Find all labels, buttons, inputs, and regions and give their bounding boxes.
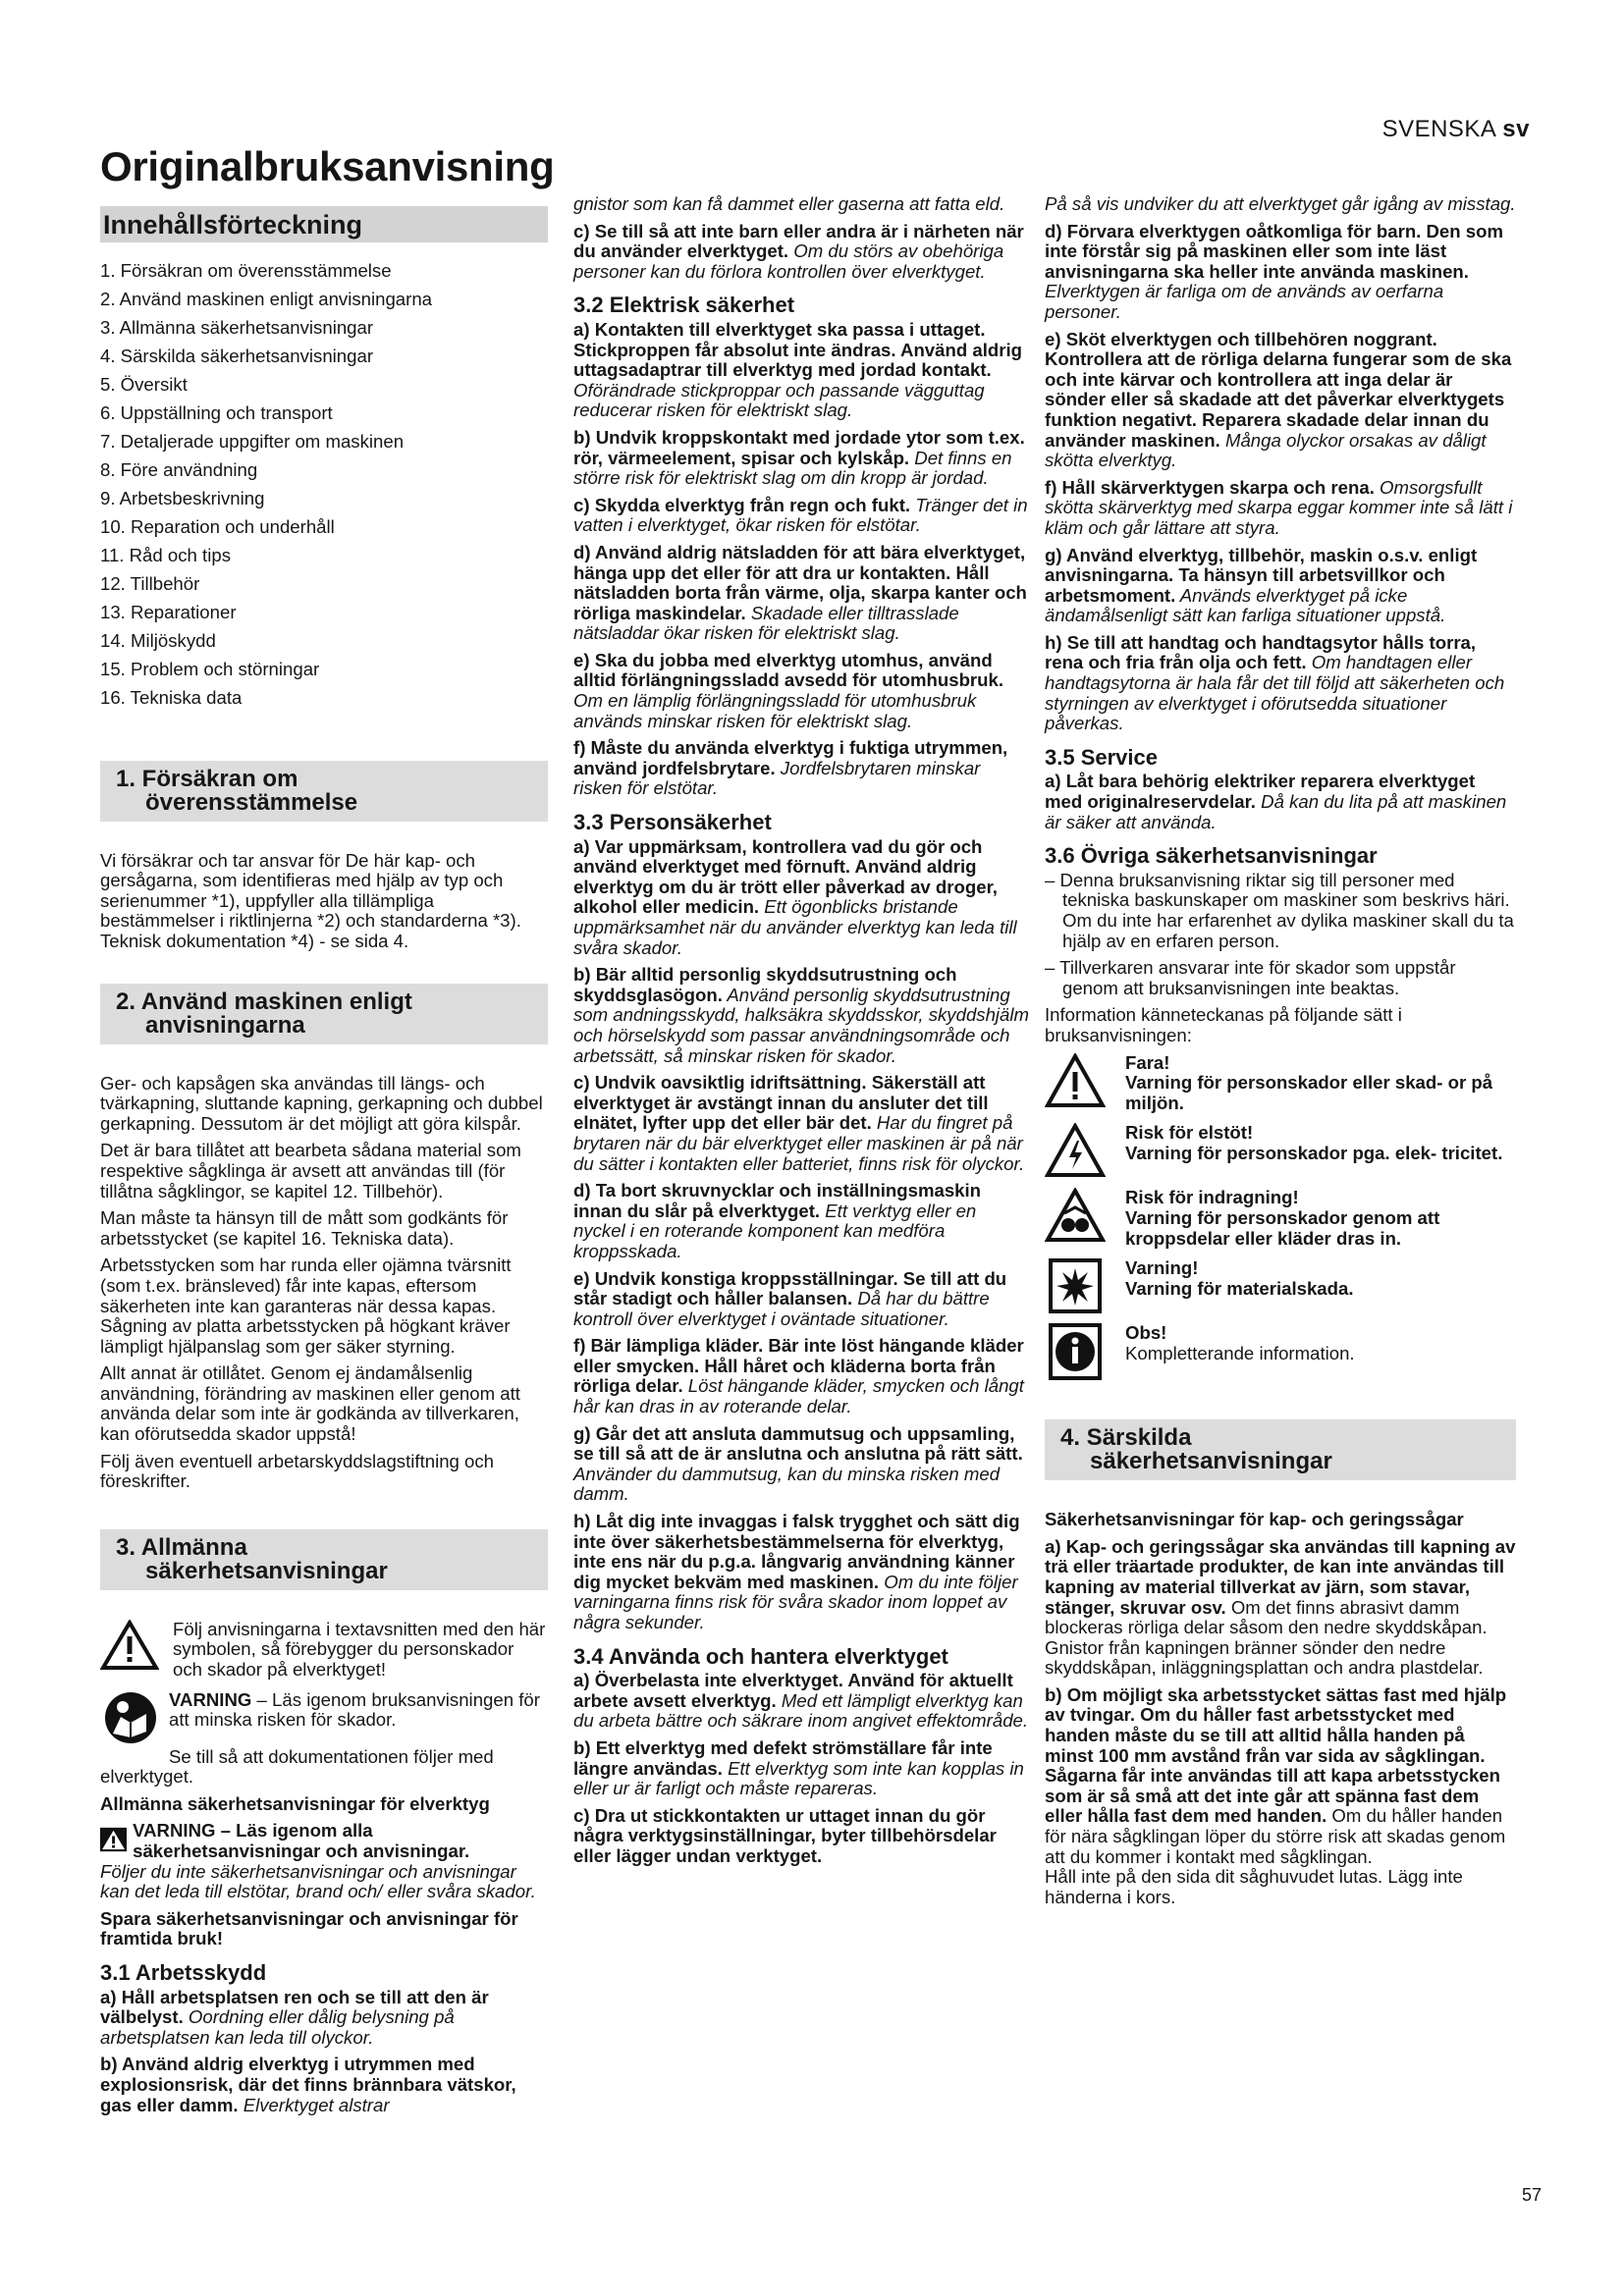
column-right xyxy=(1045,194,1516,1914)
rule-bold: f) Håll skärverktygen skarpa och rena. xyxy=(1045,476,1375,498)
info-icon xyxy=(1045,1323,1106,1380)
read-manual-icon xyxy=(100,1690,161,1745)
toc-item[interactable]: 12. Tillbehör xyxy=(100,572,200,594)
rule-italic: Skadade eller tilltrasslade nätsladdar ökar risken för elektriskt slag. xyxy=(573,602,959,644)
rule-bold: d) Ta bort skruvnycklar och inställningsmaskin innan du slår på elverktyget. xyxy=(573,1180,982,1221)
paragraph xyxy=(573,222,1031,283)
symbol-title: Obs! xyxy=(1125,1322,1167,1344)
rule-bold: a) Kap- och geringssågar ska användas till kapning av trä eller träartade produkter, de kan inte användas till kapning av material tillverkat av järn, som stavar, stänger, skruvar osv. xyxy=(1045,1535,1516,1618)
rule-italic: Med ett lämpligt elverktyg kan du arbeta bättre och säkrare inom angivet effektområde. xyxy=(573,1689,1029,1732)
section-2-title-line2: anvisningarna xyxy=(145,1011,305,1039)
language-code: sv xyxy=(1502,116,1530,142)
toc-item[interactable]: 13. Reparationer xyxy=(100,601,237,622)
symbol-text xyxy=(1125,1258,1354,1299)
warning-row xyxy=(100,1620,548,1681)
paragraph xyxy=(573,1336,1031,1416)
rule-italic: Om en lämplig förlängningssladd för utomhusbruk används minskar risken för elektriskt slag. xyxy=(573,690,977,731)
language-name: SVENSKA xyxy=(1381,116,1496,142)
rule-italic: Omsorgsfullt skötta skärverktyg med skarpa eggar kommer inte så lätt i kläm och går lättare att styra. xyxy=(1045,476,1513,538)
document-title: Originalbruksanvisning xyxy=(100,143,555,189)
symbol-text xyxy=(1125,1053,1516,1114)
rule-italic: Tränger det in vatten i elverktyget, ökar risken för elstötar. xyxy=(573,494,1028,536)
rule-text: Om du håller handen för nära sågklingan löper du större risk att skadas genom att du kommer i kontakt med sågklingan. xyxy=(1045,1805,1506,1867)
dash-item: – Denna bruksanvisning riktar sig till personer med tekniska baskunskaper om maskiner som beskrivs häri. Om du inte har erfarenhet av dylika maskiner skall du ta hjälp av en erfaren person. xyxy=(1045,869,1514,951)
paragraph xyxy=(100,1988,548,2049)
danger-triangle-icon xyxy=(1045,1053,1106,1108)
manual-text xyxy=(169,1690,548,1731)
rule-bold: c) Undvik oavsiktlig idriftsättning. Säkerställ att elverktyget är avstängt innan du ansluter det till elnätet, lyfter upp det eller bär det. xyxy=(573,1072,989,1134)
section-1-text: Vi försäkrar och tar ansvar för De här kap- och gersågarna, som identifieras med hjälp av typ och serienummer *1), uppfyller alla tillämpliga bestämmelser i riktlinjerna *2) och standarderna *3). Teknisk dokumentation *4) - se sida 4. xyxy=(100,849,521,951)
paragraph xyxy=(573,651,1031,731)
paragraph xyxy=(1045,1685,1516,1867)
heading-3-3: 3.3 Personsäkerhet xyxy=(573,810,772,835)
paragraph-italic xyxy=(1045,194,1516,215)
section-4-title-line2: säkerhetsanvisningar xyxy=(1090,1448,1332,1475)
rule-bold: b) Om möjligt ska arbetsstycket sättas fast med hjälp av tvingar. Om du håller fast arbetsstycket med handen måste du se till att alltid hålla handen på minst 100 mm avstånd från var sida av sågklingan. Sågarna får inte användas till att kapa arbetsstycken som är så små att det inte går att spänna fast dem eller hålla fast dem med handen. xyxy=(1045,1683,1507,1827)
rule-bold: b) Ett elverktyg med defekt strömställare får inte längre användas. xyxy=(573,1736,993,1779)
toc-item[interactable]: 6. Uppställning och transport xyxy=(100,401,333,423)
toc-item[interactable]: 10. Reparation och underhåll xyxy=(100,515,335,537)
rule-bold: e) Sköt elverktygen och tillbehören noggrant. Kontrollera att de rörliga delarna fungerar som de ska och inte kärvar och kontrollera att inga delar är sönder eller så skadade att det påverkar elverktygets funktion negativt. Reparera skadade delar innan du använder maskinen. xyxy=(1045,328,1512,451)
section-3-title-line1: 3. Allmänna xyxy=(116,1533,247,1561)
paragraph xyxy=(1045,478,1516,539)
toc-item[interactable]: 7. Detaljerade uppgifter om maskinen xyxy=(100,430,405,452)
toc-item[interactable]: 9. Arbetsbeskrivning xyxy=(100,487,265,508)
paragraph xyxy=(573,1806,1031,1867)
paragraph xyxy=(573,428,1031,489)
section-4-title-line1: 4. Särskilda xyxy=(1060,1424,1192,1452)
paragraph xyxy=(1045,772,1516,832)
rule-italic: Då har du bättre kontroll över elverktyget i oväntade situationer. xyxy=(573,1288,990,1329)
warning-text: Följ anvisningarna i textavsnitten med den här symbolen, så förebygger du personskador och skador på elverktyget! xyxy=(173,1618,546,1681)
rule-bold: g) Använd elverktyg, tillbehör, maskin o.s.v. enligt anvisningarna. Ta hänsyn till arbetsvillkor och arbetsmoment. xyxy=(1045,544,1478,606)
rule-bold: c) Dra ut stickkontakten ur uttaget innan du gör några verktygsinställningar, byter tillbehörsdelar eller lägger undan verktyget. xyxy=(573,1804,997,1866)
dash-item: – Tillverkaren ansvarar inte för skador som uppstår genom att bruksanvisningen inte beaktas. xyxy=(1045,957,1456,998)
symbol-title: Risk för indragning! xyxy=(1125,1187,1299,1208)
warning-filled-icon xyxy=(100,1823,127,1856)
paragraph xyxy=(1045,222,1516,323)
paragraph xyxy=(573,543,1031,644)
symbol-row-electric xyxy=(1045,1123,1516,1178)
rule-italic: Oordning eller dålig belysning på arbetsplatsen kan leda till olyckor. xyxy=(100,2006,455,2048)
heading-3-5: 3.5 Service xyxy=(1045,744,1158,770)
paragraph xyxy=(573,1269,1031,1330)
section-4-subheading: Säkerhetsanvisningar för kap- och geringssågar xyxy=(1045,1509,1464,1530)
rule-bold: g) Går det att ansluta dammutsug och uppsamling, se till så att de är anslutna och anslutna på rätt sätt. xyxy=(573,1422,1023,1465)
table-of-contents xyxy=(100,256,548,712)
warning-row-2 xyxy=(100,1821,548,1861)
section-2-title-line1: 2. Använd maskinen enligt xyxy=(116,988,412,1015)
rule-bold: c) Se till så att inte barn eller andra är i närheten när du använder elverktyget. xyxy=(573,220,1024,262)
rule-italic: Då kan du lita på att maskinen är säker att använda. xyxy=(1045,791,1507,832)
section-2-heading xyxy=(100,984,548,1044)
section-3-title-line2: säkerhetsanvisningar xyxy=(145,1557,388,1584)
paragraph xyxy=(573,965,1031,1066)
toc-item[interactable]: 11. Råd och tips xyxy=(100,544,231,565)
symbol-description: Kompletterande information. xyxy=(1125,1342,1355,1363)
rule-italic: Ett elverktyg som inte kan kopplas in eller ur är farligt och måste repareras. xyxy=(573,1757,1024,1799)
symbol-title: Fara! xyxy=(1125,1051,1170,1073)
paragraph xyxy=(573,496,1031,536)
rule-italic: Elverktygen är farliga om de används av oerfarna personer. xyxy=(1045,281,1444,322)
heading-3-6: 3.6 Övriga säkerhetsanvisningar xyxy=(1045,843,1378,869)
paragraph xyxy=(573,1512,1031,1633)
paragraph: Det är bara tillåtet att bearbeta sådana material som respektive sågklinga är avsett att användas till (för tillåtna sågklingor, se kapitel 12. Tillbehör). xyxy=(100,1140,521,1201)
paragraph xyxy=(573,320,1031,421)
rule-italic: Om du inte följer varningarna finns risk för svåra skador inom loppet av några sekunder. xyxy=(573,1571,1018,1632)
paragraph xyxy=(573,738,1031,799)
rule-italic: Elverktyget alstrar xyxy=(238,2094,390,2115)
manual-warning-text: – Läs igenom bruksanvisningen för att minska risken för skador. xyxy=(169,1688,540,1731)
paragraph: Man måste ta hänsyn till de mått som godkänts för arbetsstycket (se kapitel 16. Tekniska data). xyxy=(100,1207,509,1249)
paragraph xyxy=(100,2055,548,2115)
rule-italic: Löst hängande kläder, smycken och långt hår kan dras in av roterande delar. xyxy=(573,1375,1024,1417)
rule-italic: Används elverktyget på icke ändamålsenligt sätt kan farliga situationer uppstå. xyxy=(1045,584,1446,626)
rule-italic: Har du fingret på brytaren när du bär elverktyget eller maskinen är på när du sätter i kontakten eller batteriet, finns risk för olyckor. xyxy=(573,1112,1025,1174)
rule-bold: b) Undvik kroppskontakt med jordade ytor som t.ex. rör, värmeelement, spisar och kylskåp. xyxy=(573,426,1025,468)
manual-row xyxy=(100,1690,548,1745)
rule-bold: a) Kontakten till elverktyget ska passa i uttaget. Stickproppen får absolut inte ändras. Använd aldrig uttagsadaptrar till elverktyg med jordad kontakt. xyxy=(573,318,1022,381)
paragraph: Allt annat är otillåtet. Genom ej ändamålsenlig användning, förändring av maskinen eller genom att använda delar som inte är godkända av tillverkaren, kan oförutsedda skador uppstå! xyxy=(100,1362,520,1445)
paragraph xyxy=(573,1738,1031,1799)
symbol-description: Varning för materialskada. xyxy=(1125,1277,1354,1299)
symbol-row-entanglement xyxy=(1045,1188,1516,1249)
heading-3-4: 3.4 Använda och hantera elverktyget xyxy=(573,1643,948,1669)
paragraph-italic xyxy=(100,1862,548,1902)
rule-bold: b) Använd aldrig elverktyg i utrymmen med explosionsrisk, där det finns brännbara vätskor, gas eller damm. xyxy=(100,2054,516,2115)
symbol-title: Varning! xyxy=(1125,1257,1199,1279)
rule-bold: a) Håll arbetsplatsen ren och se till att den är välbelyst. xyxy=(100,1986,489,2028)
paragraph: Arbetsstycken som har runda eller ojämna tvärsnitt (som t.ex. bränsleved) får inte kapas, eftersom säkerheten inte kan garanteras när dessa kapas. Sågning av platta arbetsstycken på högkant kräver lämpligt hjälpanslag som ger säker styrning. xyxy=(100,1255,512,1357)
material-damage-icon xyxy=(1045,1258,1106,1313)
rule-italic: Ett verktyg eller en nyckel i en roterande komponent kan medföra kroppsskada. xyxy=(573,1200,977,1261)
symbol-row-danger xyxy=(1045,1053,1516,1114)
rule-bold: a) Överbelasta inte elverktyget. Använd för aktuellt arbete avsett elverktyg. xyxy=(573,1670,1013,1711)
warning-triangle-icon xyxy=(100,1620,159,1671)
page-number: 57 xyxy=(1521,2185,1542,2205)
paragraph xyxy=(573,1181,1031,1261)
entanglement-icon xyxy=(1045,1188,1106,1243)
symbol-row-material xyxy=(1045,1258,1516,1313)
toc-item[interactable]: 8. Före användning xyxy=(100,458,258,480)
toc-heading: Innehållsförteckning xyxy=(100,206,548,242)
continued-text: gnistor som kan få dammet eller gaserna att fatta eld. xyxy=(573,193,1005,214)
symbol-text xyxy=(1125,1188,1516,1249)
paragraph xyxy=(573,837,1031,959)
column-middle xyxy=(573,194,1031,1874)
rule-italic: Många olyckor orsakas av dåligt skötta elverktyg. xyxy=(1045,429,1487,471)
rule-italic: Om handtagen eller handtagsytorna är hala får det till följd att säkerheten och styrningen av elverktyget i oförutsedda situationer påverkas. xyxy=(1045,652,1505,734)
paragraph xyxy=(1045,633,1516,734)
continued-text: På så vis undviker du att elverktyget går igång av misstag. xyxy=(1045,193,1516,214)
electric-shock-icon xyxy=(1045,1123,1106,1178)
section-1-title-line1: 1. Försäkran om xyxy=(116,765,298,792)
rule-bold: h) Låt dig inte invaggas i falsk trygghet och sätt dig inte över säkerhetsbestämmelserna för elverktyg, inte ens när du p.g.a. långvarig användning känner dig mycket bekväm med maskinen. xyxy=(573,1511,1020,1592)
symbol-description: Varning för personskador eller skad- or på miljön. xyxy=(1125,1072,1493,1113)
manual-warning-label: VARNING xyxy=(169,1688,252,1710)
rule-bold: a) Var uppmärksam, kontrollera vad du gör och använd elverktyget med förnuft. Använd aldrig elverktyg om du är trött eller påverkad av droger, alkohol eller medicin. xyxy=(573,835,998,918)
toc-item[interactable]: 4. Särskilda säkerhetsanvisningar xyxy=(100,345,374,366)
keep-instructions: Spara säkerhetsanvisningar och anvisningar för framtida bruk! xyxy=(100,1907,518,1949)
rule-bold: e) Ska du jobba med elverktyg utomhus, använd alltid förlängningssladd avsedd för utomhusbruk. xyxy=(573,649,1004,691)
rule-bold: d) Använd aldrig nätsladden för att bära elverktyget, hänga upp det eller för att dra ur kontakten. Håll nätsladden borta från värme, olja, skarpa kanter och rörliga maskindelar. xyxy=(573,541,1027,623)
rule-italic: Det finns en större risk för elektriskt slag om din kropp är jordad. xyxy=(573,447,1012,489)
symbol-text xyxy=(1125,1123,1502,1163)
warning-consequence: Följer du inte säkerhetsanvisningar och anvisningar kan det leda till elstötar, brand och/ eller svåra skador. xyxy=(100,1860,536,1902)
column-left xyxy=(100,194,548,2122)
section-3-heading xyxy=(100,1529,548,1590)
rule-text: Om det finns abrasivt damm blockeras rörliga delar såsom den nedre skyddskåpan. Gnistor från kapningen bränner sönder den nedre skyddskåpan, inläggningsplattan och andra plastdelar. xyxy=(1045,1596,1488,1679)
general-safety-heading: Allmänna säkerhetsanvisningar för elverktyg xyxy=(100,1792,490,1814)
paragraph: Följ även eventuell arbetarskyddslagstiftning och föreskrifter. xyxy=(100,1450,495,1492)
symbol-title: Risk för elstöt! xyxy=(1125,1122,1254,1144)
rule-italic: Jordfelsbrytaren minskar risken för elstötar. xyxy=(573,757,981,799)
rule-bold: a) Låt bara behörig elektriker reparera elverktyget med originalreservdelar. xyxy=(1045,771,1476,813)
symbol-description: Varning för personskador pga. elek- tricitet. xyxy=(1125,1142,1503,1163)
paragraph xyxy=(573,1424,1031,1505)
language-label xyxy=(1382,116,1530,143)
toc-item[interactable]: 2. Använd maskinen enligt anvisningarna xyxy=(100,288,433,309)
rule-italic: Om du störs av obehöriga personer kan du förlora kontrollen över elverktyget. xyxy=(573,240,1004,282)
paragraph xyxy=(1045,330,1516,471)
symbol-text xyxy=(1125,1323,1355,1363)
section-1-heading xyxy=(100,761,548,822)
paragraph: Information känneteckanas på följande sätt i bruksanvisningen: xyxy=(1045,1004,1402,1045)
toc-item[interactable]: 16. Tekniska data xyxy=(100,686,243,708)
symbol-description: Varning för personskador genom att kroppsdelar eller kläder dras in. xyxy=(1125,1206,1440,1249)
heading-3-2: 3.2 Elektrisk säkerhet xyxy=(573,293,795,318)
rule-bold: e) Undvik konstiga kroppsställningar. Se till att du står stadigt och håller balansen. xyxy=(573,1267,1007,1309)
paragraph: Se till så att dokumentationen följer med elverktyget. xyxy=(100,1745,494,1788)
paragraph: Håll inte på den sida dit såghuvudet lutas. Lägg inte händerna i kors. xyxy=(1045,1866,1463,1907)
toc-item[interactable]: 3. Allmänna säkerhetsanvisningar xyxy=(100,316,374,338)
toc-item[interactable]: 1. Försäkran om överensstämmelse xyxy=(100,259,392,281)
toc-item[interactable]: 5. Översikt xyxy=(100,373,188,395)
paragraph xyxy=(1045,1537,1516,1679)
rule-bold: d) Förvara elverktygen oåtkomliga för barn. Den som inte förstår sig på maskinen eller som inte läst anvisningarna ska heller inte använda maskinen. xyxy=(1045,220,1504,282)
rule-italic: Använder du dammutsug, kan du minska risken med damm. xyxy=(573,1463,1001,1505)
rule-bold: c) Skydda elverktyg från regn och fukt. xyxy=(573,494,911,515)
rule-bold: f) Måste du använda elverktyg i fuktiga utrymmen, använd jordfelsbrytare. xyxy=(573,737,1008,778)
toc-item[interactable]: 14. Miljöskydd xyxy=(100,629,216,651)
warning-all-instructions: VARNING – Läs igenom alla säkerhetsanvisningar och anvisningar. xyxy=(133,1820,470,1861)
section-1-title-line2: överensstämmelse xyxy=(145,788,358,816)
paragraph: Ger- och kapsågen ska användas till längs- och tvärkapning, sluttande kapning, gerkapning och dubbel gerkapning. Dessutom är det möjligt att göra kilspår. xyxy=(100,1072,543,1134)
paragraph-italic xyxy=(573,194,1031,215)
toc-item[interactable]: 15. Problem och störningar xyxy=(100,658,320,679)
rule-bold: b) Bär alltid personlig skyddsutrustning och skyddsglasögon. xyxy=(573,964,957,1005)
rule-italic: Ett ögonblicks bristande uppmärksamhet när du använder elverktyg kan leda till svåra skador. xyxy=(573,896,1017,958)
paragraph xyxy=(1045,546,1516,626)
heading-3-1: 3.1 Arbetsskydd xyxy=(100,1959,267,1985)
rule-italic: Oförändrade stickproppar och passande vägguttag reducerar risken för elektriskt slag. xyxy=(573,379,985,421)
section-4-heading xyxy=(1045,1419,1516,1480)
paragraph xyxy=(573,1671,1031,1732)
rule-bold: h) Se till att handtag och handtagsytor hålls torra, rena och fria från olja och fett. xyxy=(1045,631,1477,673)
symbol-row-info xyxy=(1045,1323,1516,1380)
rule-italic: Använd personlig skyddsutrustning som andningsskydd, halksäkra skyddsskor, skyddshjälm och hörselskydd som passar användningsområde och arbetssätt, så minskar risken för skador. xyxy=(573,984,1030,1066)
rule-bold: f) Bär lämpliga kläder. Bär inte löst hängande kläder eller smycken. Håll håret och kläderna borta från rörliga delar. xyxy=(573,1335,1024,1397)
paragraph xyxy=(573,1073,1031,1174)
